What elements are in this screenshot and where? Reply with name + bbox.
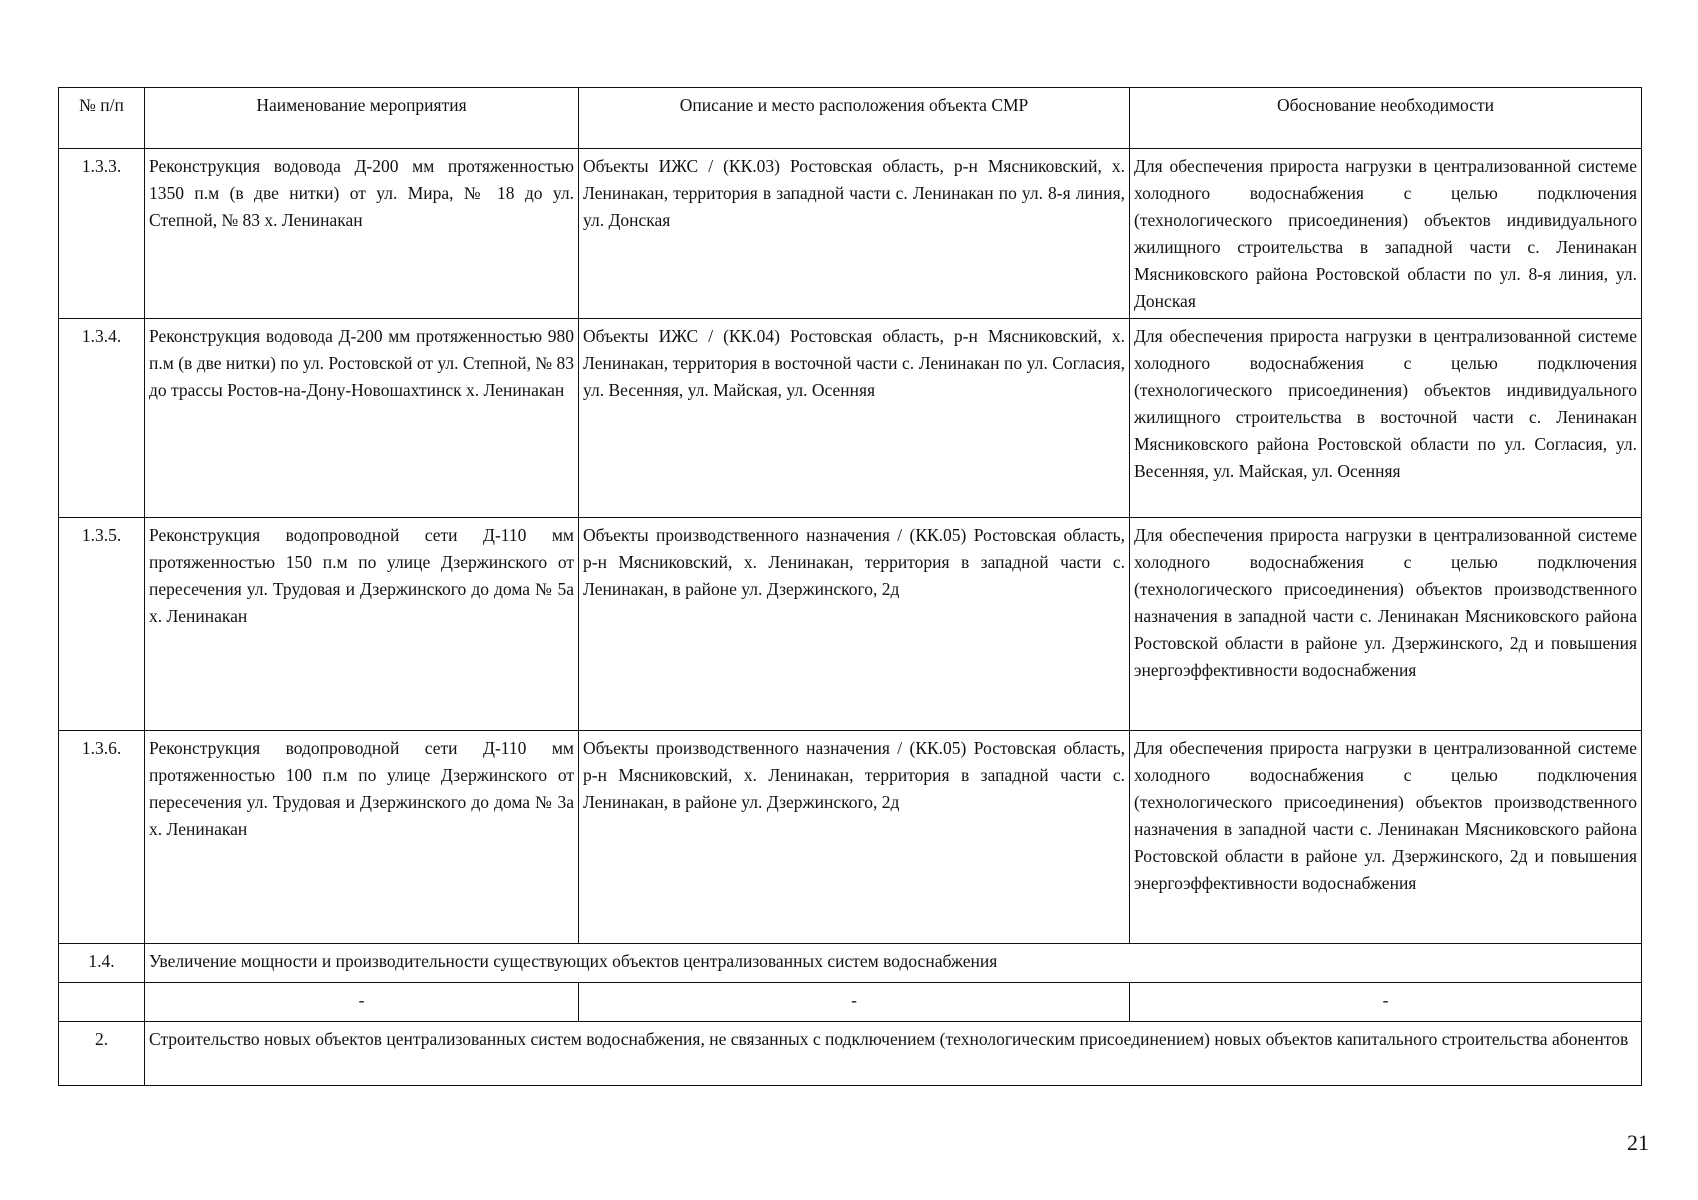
table-row — [59, 149, 1642, 319]
row-number: 1.3.4. — [59, 319, 145, 518]
table-header-row — [59, 88, 1642, 149]
table-row — [59, 731, 1642, 944]
row-description: Объекты ИЖС / (КК.04) Ростовская область, р-н Мясниковский, х. Ленинакан, территория в восточной части с. Ленинакан по ул. Согласия, ул. Весенняя, ул. Майская, ул. Осенняя — [579, 319, 1130, 518]
section-title: Увеличение мощности и производительности существующих объектов централизованных систем водоснабжения — [145, 944, 1642, 983]
table-row — [59, 319, 1642, 518]
row-measure-name: Реконструкция водовода Д-200 мм протяженностью 980 п.м (в две нитки) по ул. Ростовской от ул. Степной, № 83 до трассы Ростов-на-Дону-Новошахтинск х. Ленинакан — [145, 319, 579, 518]
row-description: Объекты ИЖС / (КК.03) Ростовская область, р-н Мясниковский, х. Ленинакан, территория в западной части с. Ленинакан по ул. 8-я линия, ул. Донская — [579, 149, 1130, 319]
page-number: 21 — [1627, 1130, 1649, 1155]
row-measure-name: Реконструкция водопроводной сети Д-110 мм протяженностью 150 п.м по улице Дзержинского от пересечения ул. Трудовая и Дзержинского до дома № 5а х. Ленинакан — [145, 518, 579, 731]
header-justification: Обоснование необходимости — [1130, 88, 1642, 149]
empty-dash-row — [59, 983, 1642, 1022]
header-description: Описание и место расположения объекта СМР — [579, 88, 1130, 149]
row-justification: Для обеспечения прироста нагрузки в централизованной системе холодного водоснабжения с целью подключения (технологического присоединения) объектов производственного назначения в западной части с. Ленинакан Мясниковского района Ростовской области в районе ул. Дзержинского, 2д и повышения энергоэффективности водоснабжения — [1130, 731, 1642, 944]
table-row — [59, 518, 1642, 731]
row-number: 1.3.5. — [59, 518, 145, 731]
row-number: 1.3.6. — [59, 731, 145, 944]
dash-cell: - — [1130, 983, 1642, 1022]
row-justification: Для обеспечения прироста нагрузки в централизованной системе холодного водоснабжения с целью подключения (технологического присоединения) объектов индивидуального жилищного строительства в восточной части с. Ленинакан Мясниковского района Ростовской области по ул. Согласия, ул. Весенняя, ул. Майская, ул. Осенняя — [1130, 319, 1642, 518]
measures-table — [58, 87, 1642, 1086]
dash-cell-empty — [59, 983, 145, 1022]
dash-cell: - — [145, 983, 579, 1022]
header-measure-name: Наименование мероприятия — [145, 88, 579, 149]
header-number: № п/п — [59, 88, 145, 149]
section-number: 1.4. — [59, 944, 145, 983]
row-justification: Для обеспечения прироста нагрузки в централизованной системе холодного водоснабжения с целью подключения (технологического присоединения) объектов производственного назначения в западной части с. Ленинакан Мясниковского района Ростовской области в районе ул. Дзержинского, 2д и повышения энергоэффективности водоснабжения — [1130, 518, 1642, 731]
row-measure-name: Реконструкция водовода Д-200 мм протяженностью 1350 п.м (в две нитки) от ул. Мира, № 18 до ул. Степной, № 83 х. Ленинакан — [145, 149, 579, 319]
row-measure-name: Реконструкция водопроводной сети Д-110 мм протяженностью 100 п.м по улице Дзержинского от пересечения ул. Трудовая и Дзержинского до дома № 3а х. Ленинакан — [145, 731, 579, 944]
row-number: 1.3.3. — [59, 149, 145, 319]
row-justification: Для обеспечения прироста нагрузки в централизованной системе холодного водоснабжения с целью подключения (технологического присоединения) объектов индивидуального жилищного строительства в западной части с. Ленинакан Мясниковского района Ростовской области по ул. 8-я линия, ул. Донская — [1130, 149, 1642, 319]
dash-cell: - — [579, 983, 1130, 1022]
row-description: Объекты производственного назначения / (КК.05) Ростовская область, р-н Мясниковский, х. Ленинакан, территория в западной части с. Ленинакан, в районе ул. Дзержинского, 2д — [579, 518, 1130, 731]
section-row-1-4 — [59, 944, 1642, 983]
row-description: Объекты производственного назначения / (КК.05) Ростовская область, р-н Мясниковский, х. Ленинакан, территория в западной части с. Ленинакан, в районе ул. Дзержинского, 2д — [579, 731, 1130, 944]
section-row-2 — [59, 1022, 1642, 1086]
section-number: 2. — [59, 1022, 145, 1086]
section-title: Строительство новых объектов централизованных систем водоснабжения, не связанных с подключением (технологическим присоединением) новых объектов капитального строительства абонентов — [145, 1022, 1642, 1086]
